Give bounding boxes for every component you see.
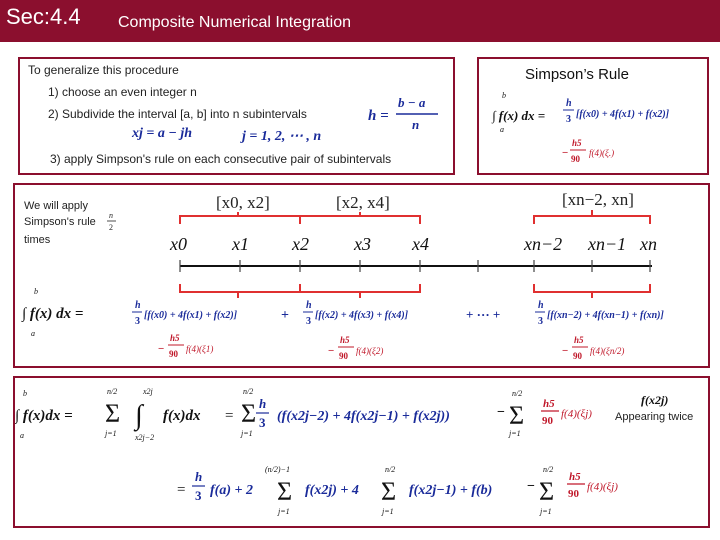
simpson-err-den: 90 bbox=[571, 154, 580, 164]
piecewise-sum bbox=[18, 284, 708, 364]
point-x2: x2 bbox=[292, 234, 309, 254]
sigma-4: Σ bbox=[277, 477, 293, 506]
deriv-inner: f(x)dx bbox=[163, 408, 201, 424]
math-mark: [f(xn−2) + 4f(xn−1) + f(xn)] bbox=[547, 310, 664, 321]
point-x0: x0 bbox=[170, 234, 187, 254]
sigma-5: Σ bbox=[381, 477, 397, 506]
math-mark: f(4)(ξn/2) bbox=[590, 346, 625, 356]
l2-sum1-top: (n/2)−1 bbox=[265, 465, 290, 474]
deriv-bracket: (f(x2j−2) + 4f(x2j−1) + f(x2j)) bbox=[277, 409, 450, 424]
point-xn: xn bbox=[640, 234, 657, 254]
step-3: 3) apply Simpson's rule on each consecutive pair of subintervals bbox=[50, 152, 392, 166]
xj-formula: xj = a − jh bbox=[132, 126, 193, 141]
sum2-bot: j=1 bbox=[241, 429, 253, 438]
apply-note-1: We will apply bbox=[24, 200, 88, 212]
h-formula-den: n bbox=[412, 117, 420, 132]
apply-note-3: times bbox=[24, 234, 51, 246]
pair-label-2: [x2, x4] bbox=[336, 193, 390, 212]
pair-label-1: [x0, x2] bbox=[216, 193, 270, 212]
line2-part-c: f(x2j−1) + f(b) bbox=[409, 483, 493, 498]
deriv-lhs: ∫ f(x)dx = bbox=[15, 408, 73, 424]
note-frac-den: 2 bbox=[109, 223, 113, 232]
math-mark: − bbox=[328, 345, 335, 357]
deriv-limit-upper: b bbox=[23, 389, 27, 398]
simpson-limit-upper: b bbox=[502, 91, 506, 100]
math-mark: f(4)(ξ1) bbox=[186, 344, 214, 354]
sigma-2: Σ bbox=[241, 399, 257, 428]
header-bar bbox=[0, 0, 720, 42]
sigma-6: Σ bbox=[539, 477, 555, 506]
pieces-limit-upper: b bbox=[34, 287, 38, 296]
math-mark: 3 bbox=[538, 316, 543, 327]
simpson-err-num: h5 bbox=[572, 138, 582, 148]
n-over-2-fraction bbox=[104, 208, 120, 236]
h-formula-lhs: h = bbox=[368, 108, 389, 124]
simpson-err-term: f(4)(ξ.) bbox=[589, 148, 615, 158]
deriv-err-num: h5 bbox=[543, 398, 555, 410]
integral-sign: ∫ bbox=[135, 400, 143, 431]
simpson-lhs: ∫ f(x) dx = bbox=[492, 108, 546, 123]
simpson-limit-lower: a bbox=[500, 125, 504, 134]
sum3-top: n/2 bbox=[512, 389, 523, 398]
line2-coef-den: 3 bbox=[195, 488, 202, 503]
sum2-top: n/2 bbox=[243, 387, 254, 396]
math-mark: 3 bbox=[135, 316, 140, 327]
note-frac-num: n bbox=[109, 211, 113, 220]
pair-label-3: [xn−2, xn] bbox=[562, 190, 634, 209]
deriv-minus-2: − bbox=[527, 479, 535, 494]
j-range: j = 1, 2, ⋯ , n bbox=[242, 129, 322, 144]
l2-sum3-top: n/2 bbox=[543, 465, 554, 474]
l2-sum3-bot: j=1 bbox=[540, 507, 552, 516]
sum1-bot: j=1 bbox=[105, 429, 117, 438]
math-mark: f(4)(ξ2) bbox=[356, 346, 384, 356]
plus-sign: + bbox=[281, 308, 289, 323]
piece-term-3 bbox=[535, 300, 665, 361]
l2-sum2-bot: j=1 bbox=[382, 507, 394, 516]
math-mark: [f(x0) + 4f(x1) + f(x2)] bbox=[144, 310, 238, 321]
math-mark: − bbox=[562, 345, 569, 357]
math-mark: h bbox=[135, 300, 141, 311]
int-top: x2j bbox=[143, 387, 153, 396]
math-mark: h5 bbox=[574, 335, 584, 345]
deriv-minus-1: − bbox=[497, 405, 505, 420]
math-mark: − bbox=[158, 343, 165, 355]
point-xn-1: xn−1 bbox=[588, 234, 627, 254]
deriv-limit-lower: a bbox=[20, 431, 24, 440]
line2-coef-num: h bbox=[195, 469, 203, 484]
simpson-coef-den: 3 bbox=[566, 114, 571, 125]
apply-note-2: Simpson's rule bbox=[24, 216, 96, 228]
deriv-coef-den: 3 bbox=[259, 415, 266, 430]
h-formula bbox=[360, 92, 450, 136]
pair-bracket-3 bbox=[534, 216, 650, 224]
point-x3: x3 bbox=[354, 234, 371, 254]
piece-term-1 bbox=[132, 300, 238, 359]
appearing-fx: f(x2j) bbox=[641, 393, 669, 407]
piece-term-2 bbox=[303, 300, 409, 361]
deriv-eq-2: = bbox=[177, 482, 186, 498]
math-mark: h bbox=[538, 300, 544, 311]
ellipsis: + ··· + bbox=[466, 307, 501, 322]
point-x4: x4 bbox=[412, 234, 429, 254]
math-mark: [f(x2) + 4f(x3) + f(x4)] bbox=[315, 310, 409, 321]
line2-err-num: h5 bbox=[569, 471, 581, 483]
step-2: 2) Subdivide the interval [a, b] into n subintervals bbox=[48, 107, 307, 121]
math-mark: 3 bbox=[306, 316, 311, 327]
pair-bracket-2 bbox=[300, 216, 420, 224]
simpson-title: Simpson’s Rule bbox=[525, 66, 629, 83]
sum3-bot: j=1 bbox=[509, 429, 521, 438]
step-1: 1) choose an even integer n bbox=[48, 85, 197, 99]
math-mark: 90 bbox=[573, 351, 582, 361]
deriv-eq-1: = bbox=[225, 408, 234, 424]
pieces-lhs: ∫ f(x) dx = bbox=[22, 306, 84, 322]
section-number: Sec:4.4 bbox=[6, 4, 81, 29]
appearing-twice-note: Appearing twice bbox=[615, 411, 694, 423]
derivation-formula bbox=[15, 380, 705, 526]
sigma-3: Σ bbox=[509, 401, 525, 430]
line2-err-den: 90 bbox=[568, 488, 579, 500]
point-x1: x1 bbox=[232, 234, 249, 254]
pair-bracket-1 bbox=[180, 216, 300, 224]
math-mark: h5 bbox=[170, 333, 180, 343]
deriv-err-den: 90 bbox=[542, 415, 553, 427]
simpson-formula bbox=[490, 88, 705, 170]
math-mark: h bbox=[306, 300, 312, 311]
line2-part-b: f(x2j) + 4 bbox=[305, 483, 359, 498]
math-mark: h5 bbox=[340, 335, 350, 345]
sigma-1: Σ bbox=[105, 399, 121, 428]
sum1-top: n/2 bbox=[107, 387, 118, 396]
line2-err: f(4)(ξj) bbox=[587, 481, 618, 493]
slide-title: Composite Numerical Integration bbox=[118, 14, 351, 31]
deriv-coef-num: h bbox=[259, 396, 267, 411]
deriv-err: f(4)(ξj) bbox=[561, 408, 592, 420]
int-bot: x2j−2 bbox=[135, 433, 155, 442]
math-mark: 90 bbox=[169, 349, 178, 359]
h-formula-num: b − a bbox=[398, 95, 426, 110]
pieces-limit-lower: a bbox=[31, 329, 35, 338]
line2-part-a: f(a) + 2 bbox=[210, 483, 253, 498]
intro-line: To generalize this procedure bbox=[28, 63, 179, 77]
math-mark: 90 bbox=[339, 351, 348, 361]
simpson-bracket: [f(x0) + 4f(x1) + f(x2)] bbox=[576, 109, 670, 120]
simpson-err-sign: − bbox=[562, 147, 569, 159]
point-xn-2: xn−2 bbox=[524, 234, 563, 254]
simpson-coef-num: h bbox=[566, 98, 572, 109]
l2-sum1-bot: j=1 bbox=[278, 507, 290, 516]
l2-sum2-top: n/2 bbox=[385, 465, 396, 474]
